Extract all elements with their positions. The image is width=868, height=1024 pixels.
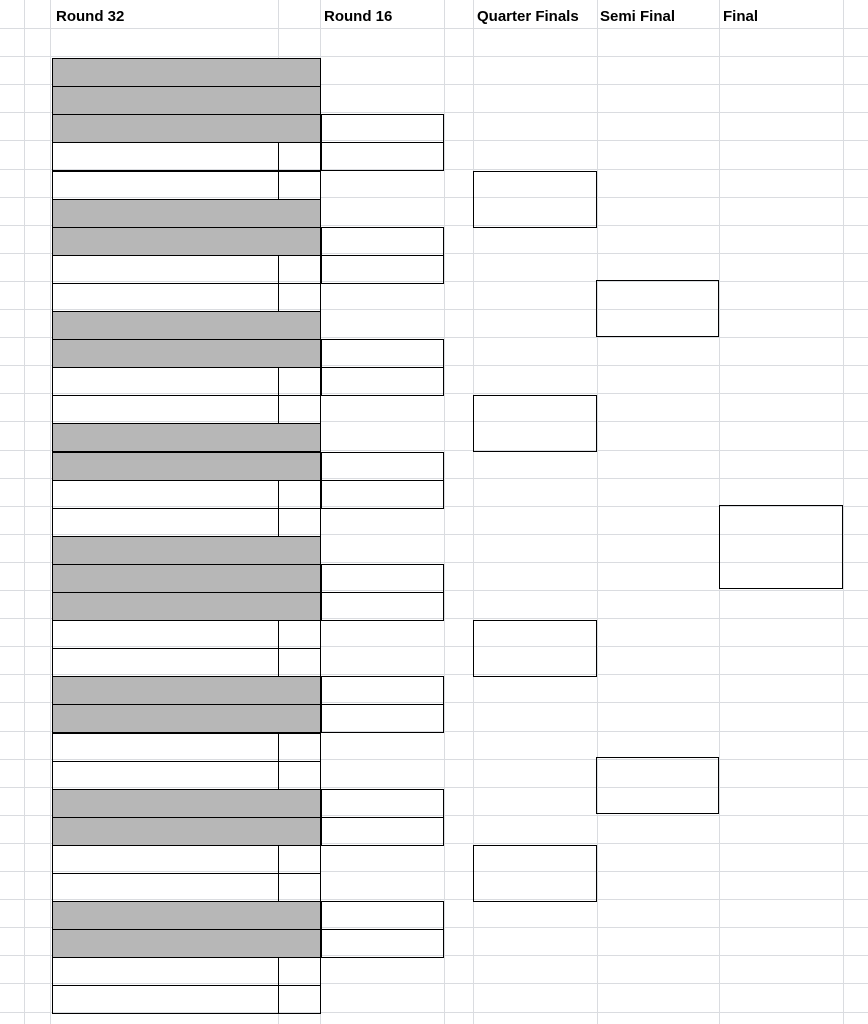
round-32-player-name[interactable] bbox=[52, 171, 279, 200]
round-32-player-name[interactable] bbox=[52, 86, 279, 115]
round-32-score[interactable] bbox=[278, 227, 321, 256]
round-16-player-name[interactable] bbox=[321, 367, 444, 396]
round-32-score[interactable] bbox=[278, 255, 321, 284]
quarter-final-player-name[interactable] bbox=[473, 171, 597, 200]
round-32-score[interactable] bbox=[278, 929, 321, 958]
round-16-player-name[interactable] bbox=[321, 901, 444, 930]
round-32-score[interactable] bbox=[278, 620, 321, 649]
round-16-score[interactable] bbox=[444, 339, 474, 368]
round-16-score[interactable] bbox=[444, 114, 474, 143]
round-32-score[interactable] bbox=[278, 367, 321, 396]
round-32-player-name[interactable] bbox=[52, 536, 279, 565]
round-32-score[interactable] bbox=[278, 339, 321, 368]
round-32-score[interactable] bbox=[278, 171, 321, 200]
round-32-player-name[interactable] bbox=[52, 845, 279, 874]
round-16-player-name[interactable] bbox=[321, 817, 444, 846]
round-32-score[interactable] bbox=[278, 423, 321, 452]
round-32-player-name[interactable] bbox=[52, 676, 279, 705]
round-32-score[interactable] bbox=[278, 58, 321, 87]
round-32-player-name[interactable] bbox=[52, 873, 279, 902]
round-32-player-name[interactable] bbox=[52, 620, 279, 649]
round-32-player-name[interactable] bbox=[52, 648, 279, 677]
round-32-player-name[interactable] bbox=[52, 929, 279, 958]
round-16-score[interactable] bbox=[444, 676, 474, 705]
final-box[interactable] bbox=[719, 505, 843, 589]
round-16-player-name[interactable] bbox=[321, 339, 444, 368]
round-32-player-name[interactable] bbox=[52, 199, 279, 228]
header-round-32: Round 32 bbox=[56, 8, 125, 25]
round-16-player-name[interactable] bbox=[321, 929, 444, 958]
round-16-score[interactable] bbox=[444, 789, 474, 818]
round-16-score[interactable] bbox=[444, 452, 474, 481]
header-final: Final bbox=[723, 8, 759, 25]
round-32-player-name[interactable] bbox=[52, 227, 279, 256]
round-32-player-name[interactable] bbox=[52, 704, 279, 733]
round-32-player-name[interactable] bbox=[52, 452, 279, 481]
round-32-player-name[interactable] bbox=[52, 901, 279, 930]
round-32-score[interactable] bbox=[278, 142, 321, 171]
round-32-score[interactable] bbox=[278, 985, 321, 1014]
round-32-player-name[interactable] bbox=[52, 255, 279, 284]
round-32-player-name[interactable] bbox=[52, 817, 279, 846]
round-32-score[interactable] bbox=[278, 311, 321, 340]
round-32-score[interactable] bbox=[278, 592, 321, 621]
round-16-player-name[interactable] bbox=[321, 142, 444, 171]
round-16-player-name[interactable] bbox=[321, 227, 444, 256]
round-16-player-name[interactable] bbox=[321, 114, 444, 143]
round-16-player-name[interactable] bbox=[321, 789, 444, 818]
round-32-player-name[interactable] bbox=[52, 339, 279, 368]
round-16-player-name[interactable] bbox=[321, 480, 444, 509]
round-16-player-name[interactable] bbox=[321, 704, 444, 733]
quarter-final-player-name[interactable] bbox=[473, 395, 597, 424]
header-gridline bbox=[0, 28, 868, 29]
semi-final-box-2[interactable] bbox=[596, 757, 719, 814]
round-32-player-name[interactable] bbox=[52, 283, 279, 312]
round-16-player-name[interactable] bbox=[321, 592, 444, 621]
round-16-score[interactable] bbox=[444, 704, 474, 733]
quarter-final-player-name[interactable] bbox=[473, 873, 597, 902]
round-16-score[interactable] bbox=[444, 564, 474, 593]
round-32-player-name[interactable] bbox=[52, 789, 279, 818]
quarter-final-player-name[interactable] bbox=[473, 199, 597, 228]
round-32-player-name[interactable] bbox=[52, 564, 279, 593]
round-16-score[interactable] bbox=[444, 901, 474, 930]
semi-final-box-1[interactable] bbox=[596, 280, 719, 337]
round-32-score[interactable] bbox=[278, 452, 321, 481]
round-32-score[interactable] bbox=[278, 648, 321, 677]
header-quarter-finals: Quarter Finals bbox=[477, 8, 579, 25]
round-32-player-name[interactable] bbox=[52, 423, 279, 452]
round-16-score[interactable] bbox=[444, 227, 474, 256]
round-32-player-name[interactable] bbox=[52, 480, 279, 509]
round-32-score[interactable] bbox=[278, 901, 321, 930]
round-32-player-name[interactable] bbox=[52, 508, 279, 537]
quarter-final-player-name[interactable] bbox=[473, 620, 597, 649]
round-32-player-name[interactable] bbox=[52, 311, 279, 340]
round-32-player-name[interactable] bbox=[52, 367, 279, 396]
round-32-score[interactable] bbox=[278, 480, 321, 509]
round-32-score[interactable] bbox=[278, 873, 321, 902]
round-32-score[interactable] bbox=[278, 508, 321, 537]
round-16-player-name[interactable] bbox=[321, 452, 444, 481]
round-16-score[interactable] bbox=[444, 367, 474, 396]
round-32-score[interactable] bbox=[278, 283, 321, 312]
header-round-16: Round 16 bbox=[324, 8, 393, 25]
round-32-score[interactable] bbox=[278, 114, 321, 143]
round-32-score[interactable] bbox=[278, 704, 321, 733]
round-32-player-name[interactable] bbox=[52, 592, 279, 621]
round-32-score[interactable] bbox=[278, 817, 321, 846]
round-32-score[interactable] bbox=[278, 676, 321, 705]
column-gridline bbox=[843, 0, 844, 1024]
column-gridline bbox=[24, 0, 25, 1024]
quarter-final-player-name[interactable] bbox=[473, 845, 597, 874]
round-16-score[interactable] bbox=[444, 255, 474, 284]
quarter-final-player-name[interactable] bbox=[473, 648, 597, 677]
round-32-player-name[interactable] bbox=[52, 761, 279, 790]
round-32-player-name[interactable] bbox=[52, 395, 279, 424]
round-32-player-name[interactable] bbox=[52, 142, 279, 171]
header-semi-final: Semi Final bbox=[600, 8, 676, 25]
round-32-score[interactable] bbox=[278, 789, 321, 818]
round-16-player-name[interactable] bbox=[321, 255, 444, 284]
round-32-score[interactable] bbox=[278, 395, 321, 424]
round-32-player-name[interactable] bbox=[52, 957, 279, 986]
round-32-player-name[interactable] bbox=[52, 58, 279, 87]
round-16-score[interactable] bbox=[444, 142, 474, 171]
round-16-score[interactable] bbox=[444, 817, 474, 846]
column-gridline bbox=[597, 0, 598, 1024]
round-32-player-name[interactable] bbox=[52, 985, 279, 1014]
round-32-score[interactable] bbox=[278, 761, 321, 790]
round-16-score[interactable] bbox=[444, 592, 474, 621]
round-16-score[interactable] bbox=[444, 480, 474, 509]
round-32-score[interactable] bbox=[278, 536, 321, 565]
round-32-score[interactable] bbox=[278, 733, 321, 762]
round-32-score[interactable] bbox=[278, 199, 321, 228]
round-32-player-name[interactable] bbox=[52, 733, 279, 762]
round-32-score[interactable] bbox=[278, 845, 321, 874]
round-32-score[interactable] bbox=[278, 957, 321, 986]
round-16-score[interactable] bbox=[444, 929, 474, 958]
round-32-player-name[interactable] bbox=[52, 114, 279, 143]
round-16-player-name[interactable] bbox=[321, 676, 444, 705]
column-gridline bbox=[50, 0, 51, 1024]
round-32-score[interactable] bbox=[278, 564, 321, 593]
round-32-score[interactable] bbox=[278, 86, 321, 115]
row-gridline bbox=[0, 56, 868, 57]
quarter-final-player-name[interactable] bbox=[473, 423, 597, 452]
round-16-player-name[interactable] bbox=[321, 564, 444, 593]
